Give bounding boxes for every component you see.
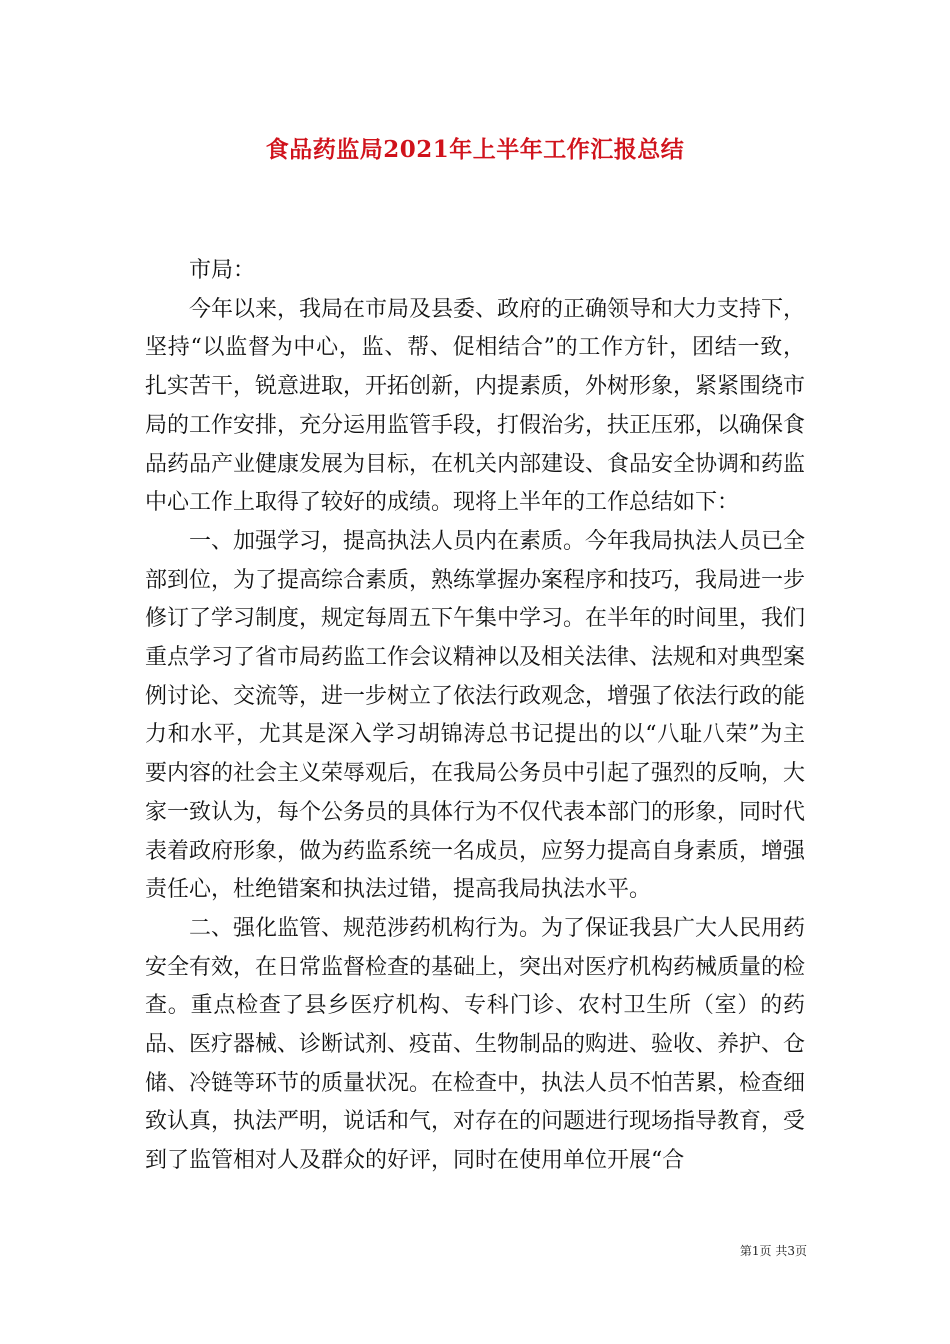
paragraph-section-2: 二、强化监管、规范涉药机构行为。为了保证我县广大人民用药安全有效，在日常监督检查的基础上，突出对医疗机构药械质量的检查。重点检查了县乡医疗机构、专科门诊、农村卫生所（室）的药品、医疗器械、诊断试剂、疫苗、生物制品的购进、验收、养护、仓储、冷链等环节的质量状况。在检查中，执法人员不怕苦累，检查细致认真，执法严明，说话和气，对存在的问题进行现场指导教育，受到了监管相对人及群众的好评，同时在使用单位开展“合	[145, 915, 806, 1174]
salutation: 市局：	[189, 258, 256, 283]
paragraph-section-1: 一、加强学习，提高执法人员内在素质。今年我局执法人员已全部到位，为了提高综合素质，熟练掌握办案程序和技巧，我局进一步修订了学习制度，规定每周五下午集中学习。在半年的时间里，我们重点学习了省市局药监工作会议精神以及相关法律、法规和对典型案例讨论、交流等，进一步树立了依法行政观念，增强了依法行政的能力和水平，尤其是深入学习胡锦涛总书记提出的以“八耻八荣”为主要内容的社会主义荣辱观后，在我局公务员中引起了强烈的反响，大家一致认为，每个公务员的具体行为不仅代表本部门的形象，同时代表着政府形象，做为药监系统一名成员，应努力提高自身素质，增强责任心，杜绝错案和执法过错，提高我局执法水平。	[145, 528, 806, 903]
page-footer: 第1页 共3页	[739, 1244, 807, 1258]
paragraph-intro: 今年以来，我局在市局及县委、政府的正确领导和大力支持下，坚持“以监督为中心，监、帮、促相结合”的工作方针，团结一致，扎实苦干，锐意进取，开拓创新，内提素质，外树形象，紧紧围绕市局的工作安排，充分运用监管手段，打假治劣，扶正压邪，以确保食品药品产业健康发展为目标，在机关内部建设、食品安全协调和药监中心工作上取得了较好的成绩。现将上半年的工作总结如下：	[145, 296, 806, 516]
document-body	[145, 252, 805, 1181]
document-title: 食品药监局2021年上半年工作汇报总结	[265, 136, 685, 163]
